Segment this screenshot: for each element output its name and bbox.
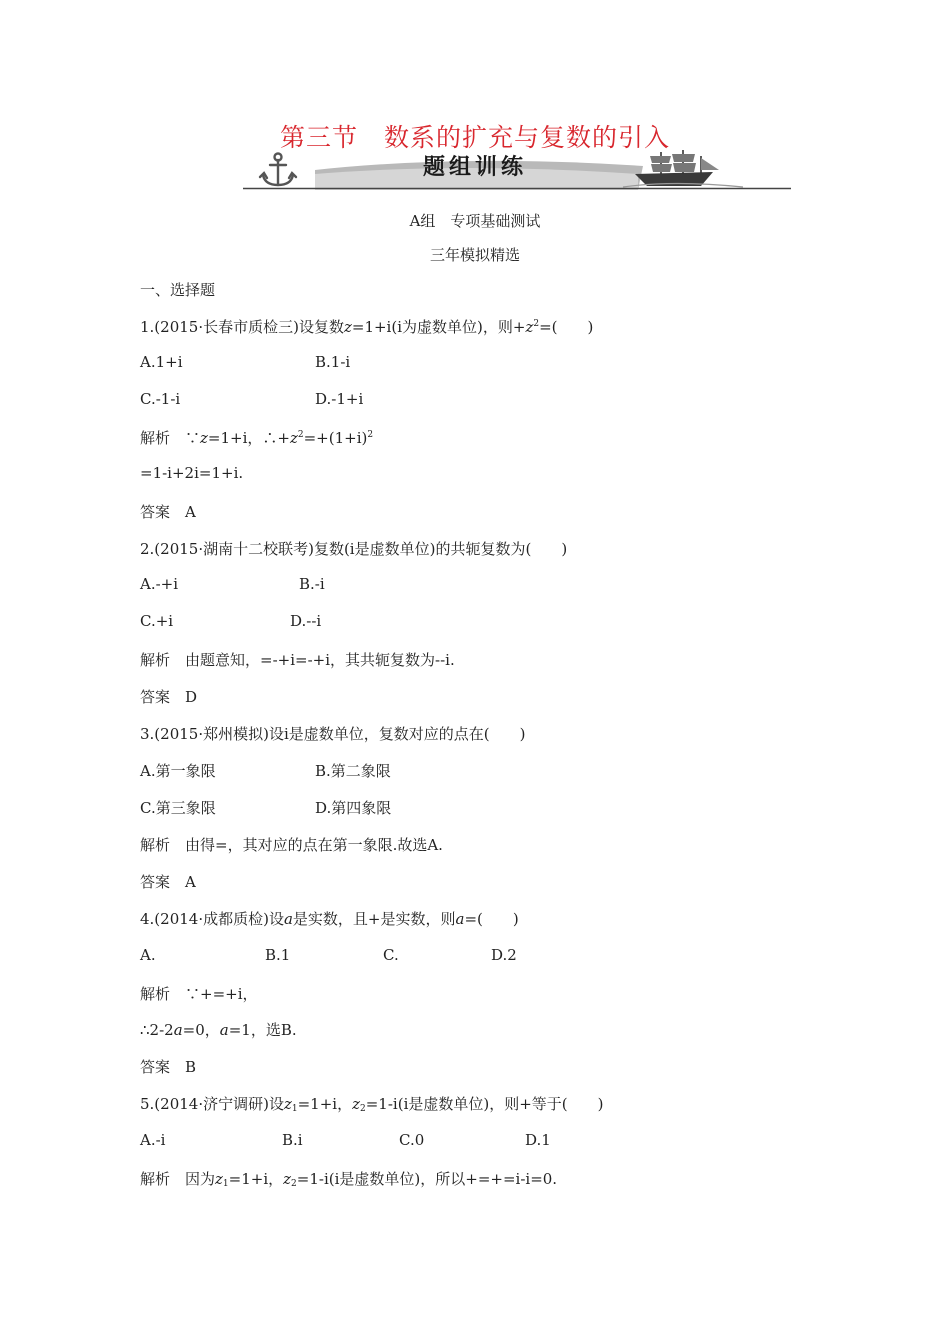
question-3-stem: 3.(2015·郑州模拟)设i是虚数单位，复数对应的点在( ) [140,725,526,743]
question-2-option-a: A.-+i [140,575,179,593]
question-5-option-a: A.-i [140,1131,166,1149]
question-3-option-a: A.第一象限 [140,762,216,780]
question-4-answer: 答案 B [140,1058,197,1076]
question-2-solution: 解析 由题意知，=-+i=-+i，其共轭复数为--i. [140,651,455,669]
question-4-solution-line-2: ∴2-2a=0，a=1，选B. [140,1021,297,1039]
question-4-solution: 解析 ∵+=+i， [140,985,258,1003]
question-4-option-c: C. [383,946,399,964]
question-5-option-b: B.i [282,1131,303,1149]
question-2-option-d: D.--i [290,612,322,630]
question-3-solution: 解析 由得=，其对应的点在第一象限.故选A. [140,836,443,854]
question-1-solution-line-2: =1-i+2i=1+i. [140,464,244,482]
question-1-option-a: A.1+i [140,353,183,371]
question-1-stem: 1.(2015·长春市质检三)设复数z=1+i(i为虚数单位)，则$+z^2=$( ) [140,318,594,336]
question-2-answer: 答案 D [140,688,198,706]
question-3-option-c: C.第三象限 [140,799,216,817]
question-3-option-d: D.第四象限 [315,799,392,817]
question-4-option-d: D.2 [491,946,517,964]
question-5-solution: 解析 因为$z_1=1+i$，$z_2=1-i(i$是虚数单位)，所以+=+=i-i=0. [140,1170,558,1189]
question-2-stem: 2.(2015·湖南十二校联考)复数(i是虚数单位)的共轭复数为( ) [140,540,568,558]
question-1-answer: 答案 A [140,503,196,521]
question-5-stem: 5.(2014·济宁调研)设$z_1=1+i$，$z_2=1-i(i$是虚数单位)，则+等于( ) [140,1095,604,1114]
sub-heading: 三年模拟精选 [429,246,520,264]
question-2-option-c: C.+i [140,612,174,630]
question-5-option-c: C.0 [399,1131,425,1149]
question-4-option-b: B.1 [265,946,291,964]
question-4-option-a: A. [140,946,156,964]
group-heading: A组 专项基础测试 [409,212,541,230]
banner-text: 题组训练 [422,155,527,180]
question-1-option-d: D.-1+i [315,390,364,408]
page-title: 第三节 数系的扩充与复数的引入 [279,123,670,152]
question-1-option-c: C.-1-i [140,390,181,408]
question-3-option-b: B.第二象限 [315,762,391,780]
question-1-option-b: B.1-i [315,353,351,371]
question-4-stem: 4.(2014·成都质检)设a是实数，且+是实数，则a=( ) [140,910,519,928]
question-3-answer: 答案 A [140,873,196,891]
question-1-solution: 解析 ∵z=1+i，$\therefore+z^2=+(1+i)^2$ [140,429,374,447]
question-2-option-b: B.-i [299,575,325,593]
part-heading: 一、选择题 [140,281,216,299]
question-5-option-d: D.1 [525,1131,551,1149]
